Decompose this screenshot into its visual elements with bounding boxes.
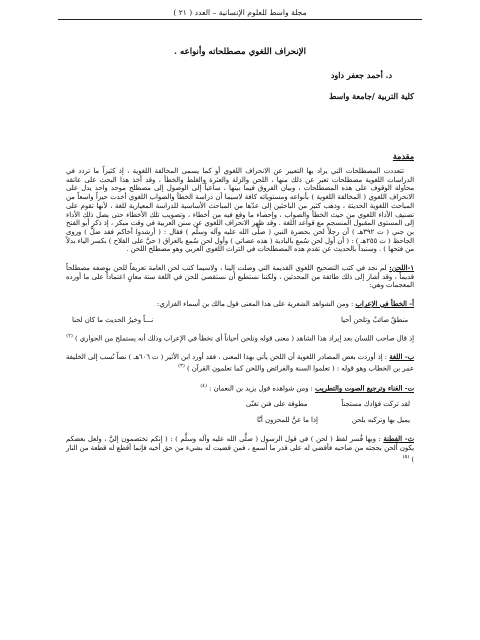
fitna-paragraph [66,435,414,463]
lahn-text: لم نجد في كتب التصحيح اللغوي القديمة التي وصلت إلينا ، ولاسيما كتب لحن العامة تعريفاً للحن بوصفه مصطلحاً قديماً ، وقد أشار إلى ذلك طائفة من المحدثين ، ولكننا نستطيع أن نستقصي للحن في اللغة ستة معانٍ اعتماداً على ما أورده المعجمات وهي: [66,264,414,290]
lahn-label: ١-اللحن: [389,264,414,273]
author-name: د. أحمد جعفر داود [330,70,392,80]
intro-paragraph [66,167,414,254]
footnote-marker: (٥) [402,453,410,460]
footnote-marker: (٤) [200,383,207,390]
lahn-paragraph [66,264,414,290]
article-title: الإنحراف اللغوي مصطلحاته وأنواعه . [174,47,306,57]
lugha-text: : إذ أوردت بعض المصادر اللغوية أن اللحن يأتي بهذا المعنى ، فقد أورد ابن الأثير ( ت ٦٠٦هـ ) نصاً نُسب إلى الخليفة عمر بن الخطاب وهو قوله : ( تعلموا السنة والفرائض واللحن كما تعلمون القرآن ) [66,352,414,372]
footnote-marker: (٢) [66,332,73,339]
fitna-label: ث- الفطنة [383,435,414,444]
ghina-label: ت- الغناء وترجيع الصوت والتطريب [315,384,414,393]
ghina-verse-2-first-hemistich: يميل بها وتركبه بلحن [351,416,410,425]
running-header: مجلة واسط للعلوم الإنسانية – العدد ( ٢١ ) [58,8,422,20]
ghina-verse-1-second-hemistich: مطوقة على فنن تغنّى [245,400,308,409]
ghina-text: : ومن شواهده قول يزيد بن النعمان : [209,384,313,393]
intro-paragraph-text: تتعددت المصطلحات التي يراد بها التعبير عن الانحراف اللغوي أو كما يسمى المخالفة اللغوية ، إذ كثيراً ما تردد في الدراسات اللغوية مصطلحات تعبر عن ذلك منها ، اللحن والزلة والعثرة والغلط والخطأ ، وقد أخذ هذا البحث على عاتقه محاولة الوقوف على هذه المصطلحات ، وبيان الفروق فيما بينها ، ساعياً إلى الوصول إلى مصطلح موحد واحد يدل على الانحراف اللغوي ( المخالفة اللغوية ) بأنواعه ومستوياته كافة لاسيما أن دراسة الخطأ والصواب اللغوي أخذت حيزاً واسعاً من المباحث اللغوية الحديثة ، وذهب كثير من الباحثين إلى عدّها من المباحث الأساسية للدراسة المعيارية للغة ، لأنها تقوم على تصنيف الأداء اللغوي من حيث الخطأ والصواب ، وإحصاء ما وقع فيه من أخطاء ، وتصويب تلك الأخطاء حتى يصل ذلك الأداء إلى المستوى المقبول المنسجم مع قواعد اللغة . وقد ظهر الانحراف اللغوي عن سنن العربية في وقت مبكر ، إذ ذكر أبو الفتح بن جني ( ت ٣٩٢هـ ) أن رجلاً لحن بحضرة النبي ( صلَّى الله عليه وآله وسلَّم ) فقال : ( أرشدوا أخاكم فقد ضلَّ ) وروى الجاحظ ( ت ٢٥٥هـ ) : ( أن أول لحن سُمع بالبادية ( هذه عصاتي ) وأول لحن سُمع بالعراق ( حيَّ على الفلاح ) بكسر الياء بدلاً من فتحها ) . وسنبدأ بالحديث عن تقدم هذه المصطلحات في التراث اللغوي العربي وهو مصطلح اللحن . [66,167,414,254]
fitna-text: : وبها فُسر لفظ ( لحن ) في قول الرسول ( صلَّى الله عليه وآله وسلَّم ) : ( إنكم تختصمون إليَّ ، ولعل بعضكم يكون ألحن بحجته من صاحبه فأقضي له على قدر ما أسمع ، فمن قضيت له بشيء من حق أخيه فإنما أقطع له قطعة من النار ) [66,435,414,464]
khata-explanation [66,332,414,343]
khata-paragraph [66,300,414,309]
intro-heading: مقدمة [392,151,414,161]
author-affiliation: كلية التربية /جامعة واسط [328,91,414,101]
khata-verse-first-hemistich: منطقٌ صائبٌ وتلحن أحيا [340,315,408,324]
khata-text: : ومن الشواهد الشعرية على هذا المعنى قول مالك بن أسماء الفزاري: [157,300,354,309]
ghina-verse-1 [66,400,414,409]
lugha-paragraph [66,353,414,373]
ghina-paragraph [66,382,414,393]
ghina-verse-1-first-hemistich: لقد تركت فؤادك مستجناً [341,400,410,409]
khata-verse-second-hemistich: نـــاً وخيرُ الحديث ما كان لحنا [72,315,154,324]
ghina-verse-2 [66,416,414,425]
khata-verse [66,316,414,325]
footnote-marker: (٣) [178,362,185,369]
ghina-verse-2-second-hemistich: إذا ما عنَّ للمحزون أنّا [256,416,318,425]
khata-explanation-text: إذ قال صاحب اللسان بعد إيراد هذا الشاهد ( معنى قوله وتلحن أحياناً أي تخطأ في الإعراب وذلك أنه يستملح من الجواري ) [75,334,414,343]
lugha-label: ب- اللغة [389,352,414,361]
khata-label: أ- الخطأ في الإعراب [355,300,414,309]
